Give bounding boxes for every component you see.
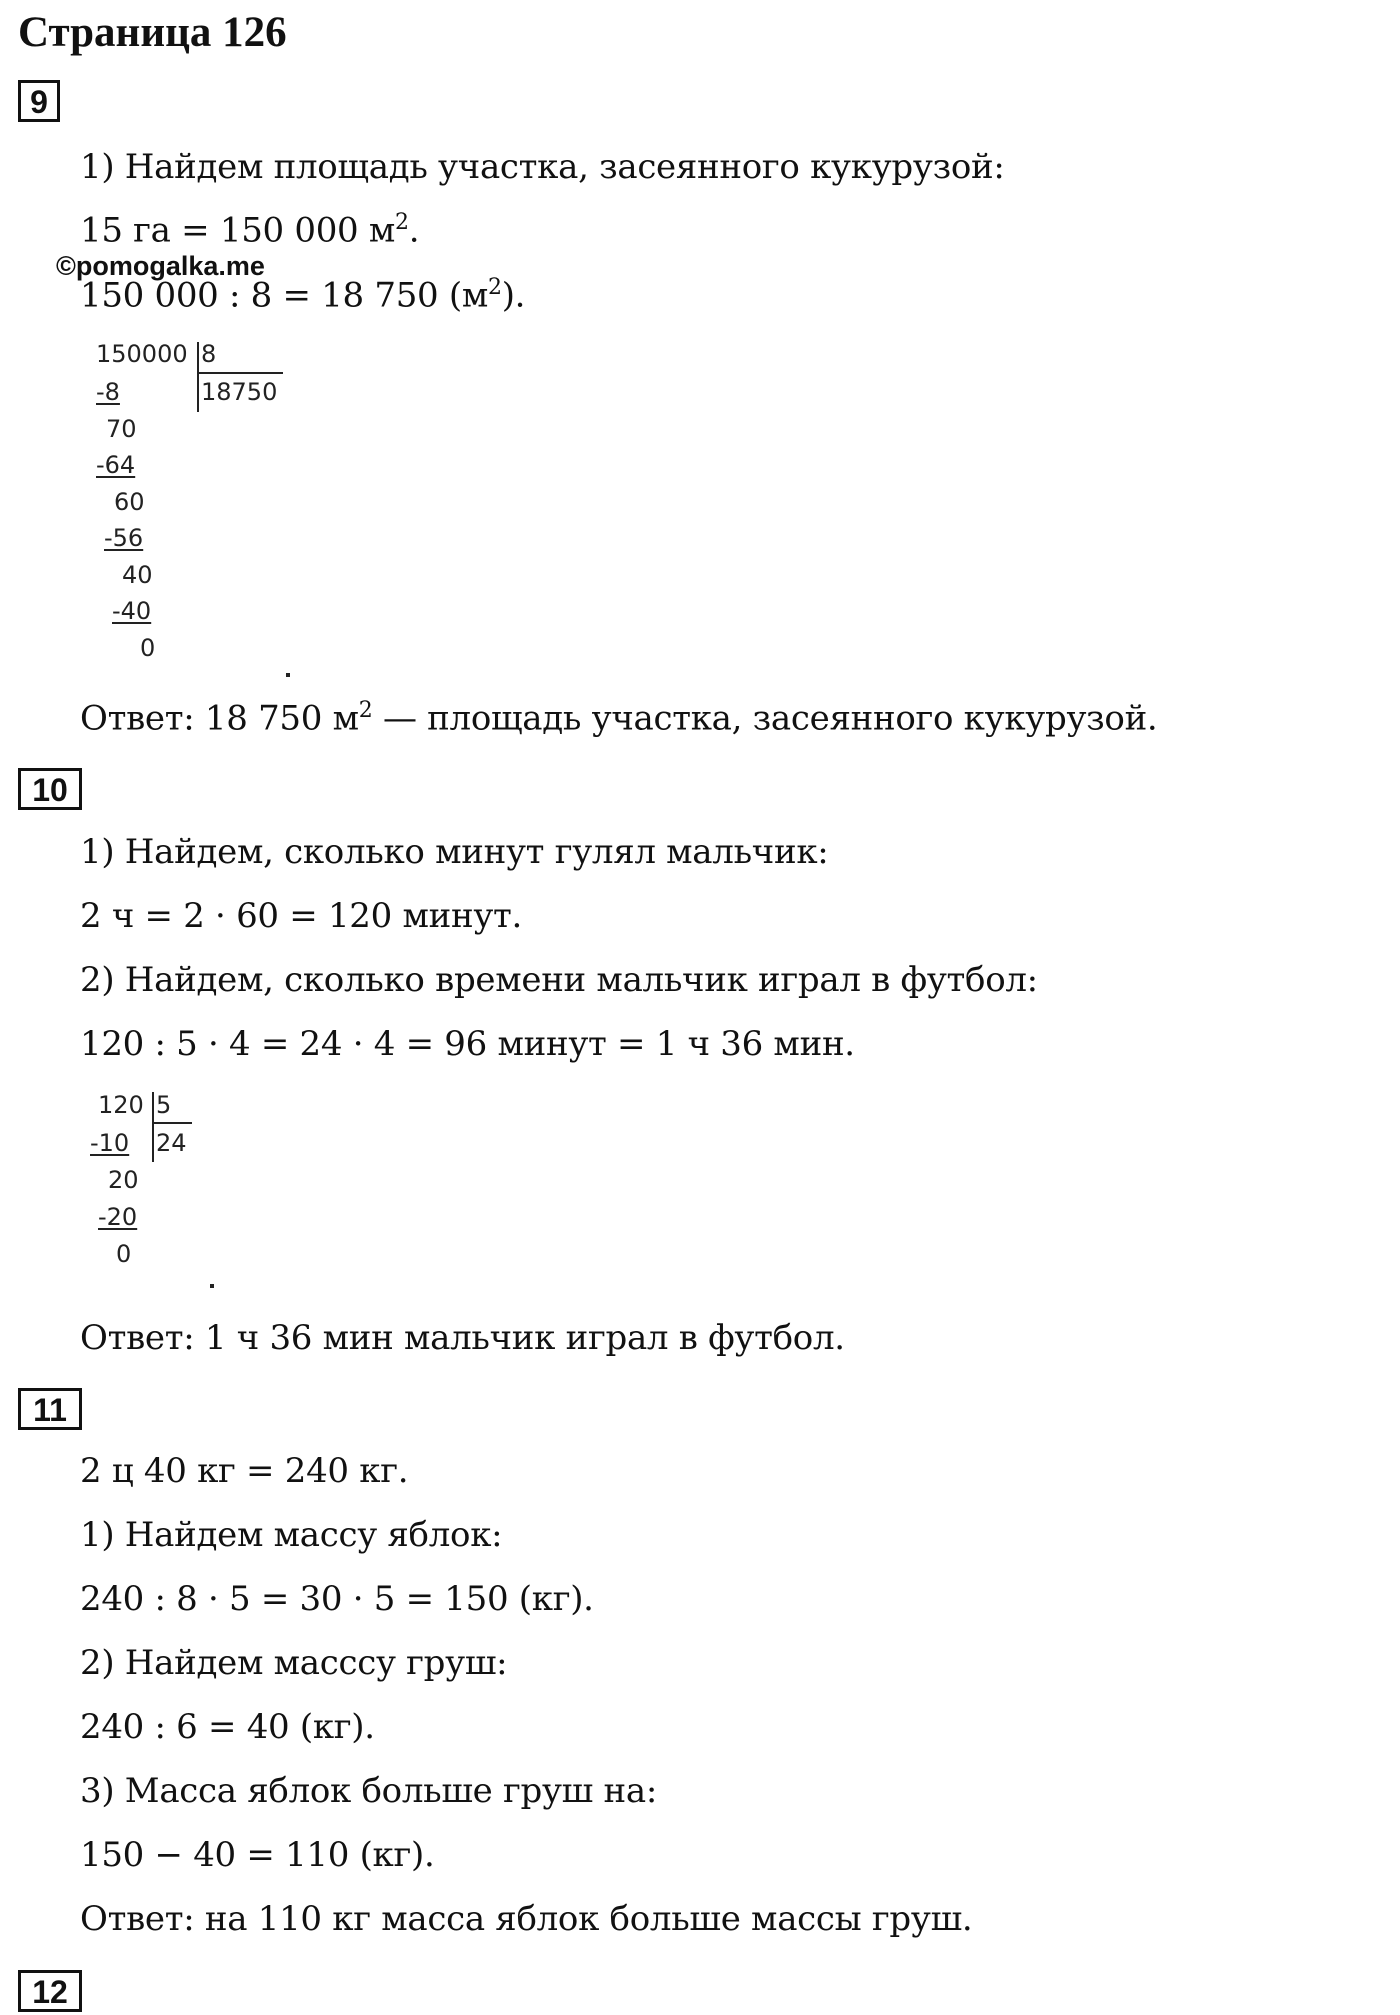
- task-11-line-4: 2) Найдем масссу груш:: [80, 1643, 508, 1683]
- division-step: 0: [116, 1240, 132, 1268]
- division-horizontal-bar: [197, 372, 283, 374]
- task-9-answer-text: Ответ: 18 750 м: [80, 698, 359, 739]
- superscript: 2: [395, 210, 409, 235]
- division-step: 60: [114, 488, 145, 516]
- task-10-answer: Ответ: 1 ч 36 мин мальчик играл в футбол.: [80, 1318, 845, 1358]
- division-vertical-bar: [152, 1092, 154, 1162]
- division-dividend: 150000: [96, 340, 188, 368]
- task-9-line-3: [80, 275, 525, 315]
- task-11-answer: Ответ: на 110 кг масса яблок больше массы груш.: [80, 1899, 973, 1939]
- task-9-line-2-text: 15 га = 150 000 м: [80, 210, 396, 251]
- close-paren: ).: [501, 275, 526, 316]
- division-dividend: 120: [98, 1091, 144, 1119]
- task-number-9: 9: [18, 80, 60, 122]
- task-11-line-3: 240 : 8 · 5 = 30 · 5 = 150 (кг).: [80, 1579, 594, 1619]
- division-step: 0: [140, 634, 156, 662]
- task-9-line-2: [80, 210, 419, 250]
- watermark: ©pomogalka.me: [56, 251, 265, 281]
- division-step: -64: [96, 451, 136, 479]
- task-10-line-1: 1) Найдем, сколько минут гулял мальчик:: [80, 832, 829, 872]
- task-11-line-6: 3) Масса яблок больше груш на:: [80, 1771, 657, 1811]
- division-step: 70: [106, 415, 137, 443]
- superscript: 2: [358, 698, 373, 723]
- task-10-line-4: 120 : 5 · 4 = 24 · 4 = 96 минут = 1 ч 36 мин.: [80, 1024, 855, 1064]
- task-10-line-2: 2 ч = 2 · 60 = 120 минут.: [80, 896, 523, 936]
- task-11-line-5: 240 : 6 = 40 (кг).: [80, 1707, 375, 1747]
- division-quotient: 18750: [201, 378, 278, 406]
- task-number-10: 10: [18, 768, 82, 810]
- task-11-line-2: 1) Найдем массу яблок:: [80, 1515, 503, 1555]
- task-10-line-3: 2) Найдем, сколько времени мальчик играл в футбол:: [80, 960, 1038, 1000]
- division-step: -40: [112, 597, 152, 625]
- division-step: -56: [104, 524, 144, 552]
- trailing-dot: [286, 673, 290, 677]
- task-11-line-1: 2 ц 40 кг = 240 кг.: [80, 1451, 409, 1491]
- task-number-12: 12: [18, 1970, 82, 2012]
- division-quotient: 24: [156, 1129, 187, 1157]
- division-step: -8: [96, 378, 120, 406]
- task-number-11: 11: [18, 1388, 82, 1430]
- task-9-answer: [80, 698, 1157, 738]
- period: .: [408, 210, 420, 251]
- division-step: 20: [108, 1166, 139, 1194]
- division-step: -10: [90, 1129, 130, 1157]
- superscript: 2: [488, 275, 502, 300]
- division-divisor: 5: [156, 1091, 172, 1119]
- task-9-answer-rest: — площадь участка, засеянного кукурузой.: [372, 698, 1158, 739]
- page-title: Страница 126: [18, 9, 287, 56]
- task-11-line-7: 150 − 40 = 110 (кг).: [80, 1835, 435, 1875]
- division-horizontal-bar: [152, 1122, 192, 1124]
- task-9-line-3-text: 150 000 : 8 = 18 750 (м: [80, 275, 488, 316]
- division-vertical-bar: [197, 342, 199, 412]
- division-divisor: 8: [201, 340, 217, 368]
- division-step: -20: [98, 1203, 138, 1231]
- trailing-dot: [210, 1284, 214, 1288]
- division-step: 40: [122, 561, 153, 589]
- task-9-line-1: 1) Найдем площадь участка, засеянного кукурузой:: [80, 147, 1005, 187]
